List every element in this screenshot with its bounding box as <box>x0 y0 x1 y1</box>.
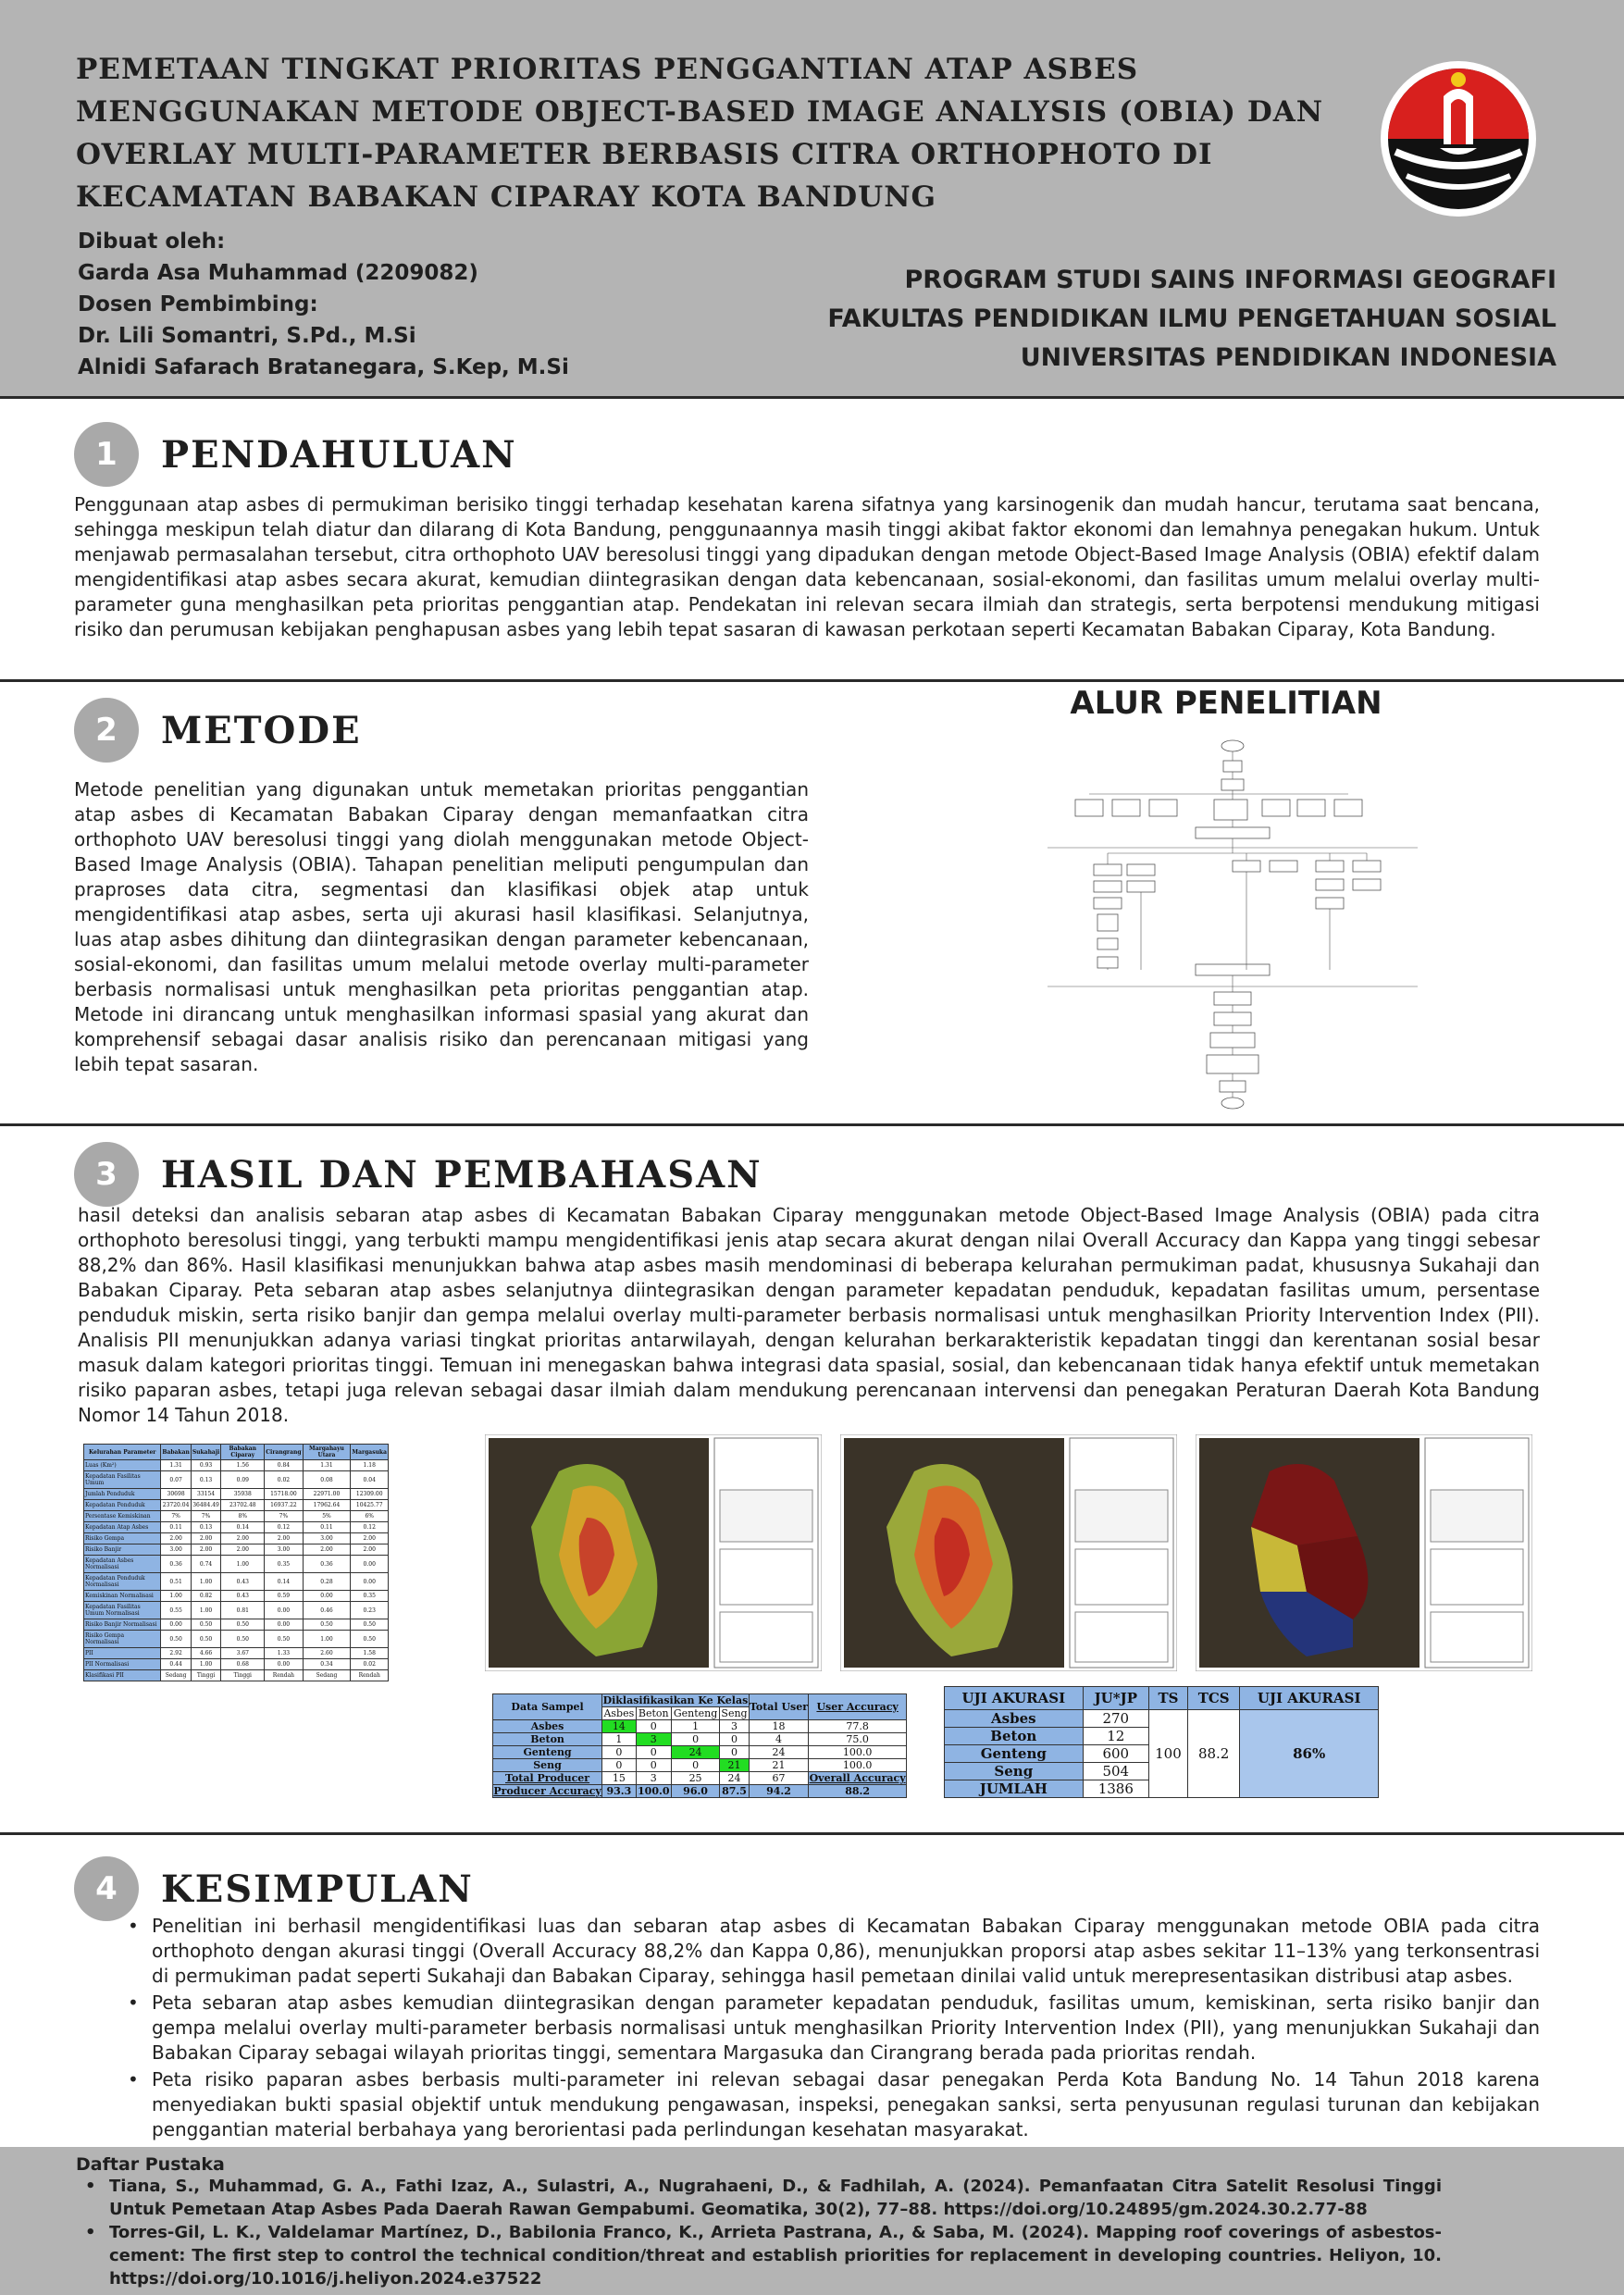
table-header-cell: Data Sampel <box>493 1694 602 1720</box>
table-cell: 0.35 <box>351 1591 389 1602</box>
table-cell: 93.3 <box>602 1785 637 1798</box>
table-row <box>84 1533 389 1544</box>
table-cell: 0.36 <box>161 1556 191 1573</box>
parameter-table <box>83 1444 389 1681</box>
table-cell: 0.13 <box>191 1471 220 1489</box>
poster-title: PEMETAAN TINGKAT PRIORITAS PENGGANTIAN ATAP ASBES MENGGUNAKAN METODE OBJECT-BASED IMAGE ANALYSIS (OBIA) DAN OVERLAY MULTI-PARAMETER BERBASIS CITRA ORTHOPHOTO DI KECAMATAN BABAKAN CIPARAY KOTA BANDUNG <box>76 53 1324 214</box>
table-cell: 25 <box>671 1772 719 1785</box>
table-cell: 0.00 <box>265 1602 303 1619</box>
table-cell: 1.00 <box>303 1631 351 1648</box>
roof-classification-map <box>840 1434 1177 1671</box>
table-header-cell: Kelurahan Parameter <box>84 1445 161 1460</box>
table-header-cell: UJI AKURASI <box>1240 1687 1379 1710</box>
table-cell: 0.51 <box>161 1573 191 1591</box>
section-number-badge: 4 <box>74 1856 139 1921</box>
table-row <box>493 1746 907 1759</box>
institution-line: FAKULTAS PENDIDIKAN ILMU PENGETAHUAN SOSIAL <box>827 304 1556 333</box>
table-cell: 21 <box>720 1759 750 1772</box>
table-cell: 0.00 <box>351 1573 389 1591</box>
bullet-icon: • <box>128 1915 139 1937</box>
table-cell: Kepadatan Penduduk Normalisasi <box>84 1573 161 1591</box>
institution-block <box>827 261 1556 378</box>
table-cell: 0.12 <box>265 1522 303 1533</box>
table-cell: 4 <box>749 1733 808 1746</box>
table-cell: 0.50 <box>265 1631 303 1648</box>
table-cell: 7% <box>191 1511 220 1522</box>
table-cell: 1.33 <box>265 1648 303 1659</box>
table-cell: 1 <box>671 1720 719 1733</box>
table-cell: 0.11 <box>303 1522 351 1533</box>
table-header-cell: Seng <box>721 1707 748 1719</box>
table-cell: Rendah <box>351 1670 389 1681</box>
table-cell: 1.00 <box>191 1602 220 1619</box>
conclusion-list <box>128 1914 1540 2144</box>
table-cell: 15 <box>602 1772 637 1785</box>
table-cell: Persentase Kemiskinan <box>84 1511 161 1522</box>
table-header-cell: Genteng <box>671 1707 719 1720</box>
table-cell: 0.08 <box>303 1471 351 1489</box>
author-line: Alnidi Safarach Bratanegara, S.Kep, M.Si <box>78 355 569 379</box>
table-cell: 24 <box>749 1746 808 1759</box>
table-row <box>493 1694 907 1707</box>
table-cell: 0.28 <box>303 1573 351 1591</box>
table-cell: 270 <box>1083 1710 1148 1728</box>
table-header-cell: Cirangrang <box>265 1445 303 1460</box>
table-cell: 0.81 <box>221 1602 265 1619</box>
table-cell: 15718.00 <box>265 1489 303 1500</box>
table-cell: 0.14 <box>265 1573 303 1591</box>
priority-replacement-map <box>1196 1434 1532 1671</box>
table-cell: 0 <box>720 1746 750 1759</box>
table-row <box>493 1720 907 1733</box>
institution-line: UNIVERSITAS PENDIDIKAN INDONESIA <box>1020 343 1556 372</box>
table-header-cell: Babakan Ciparay <box>221 1445 265 1460</box>
table-header-cell: UJI AKURASI <box>945 1687 1084 1710</box>
table-row <box>945 1687 1379 1710</box>
institution-line: PROGRAM STUDI SAINS INFORMASI GEOGRAFI <box>904 266 1556 294</box>
table-cell: 0.93 <box>191 1460 220 1471</box>
table-cell: 23702.48 <box>221 1500 265 1511</box>
table-cell: 5% <box>303 1511 351 1522</box>
table-cell: 3.00 <box>161 1544 191 1556</box>
table-row <box>84 1511 389 1522</box>
table-cell: 0.50 <box>351 1631 389 1648</box>
table-cell: 0 <box>671 1733 719 1746</box>
table-cell: Kepadatan Penduduk <box>84 1500 161 1511</box>
table-row <box>493 1759 907 1772</box>
table-cell: 0.43 <box>221 1573 265 1591</box>
table-cell: 0.50 <box>351 1619 389 1631</box>
table-cell: 3 <box>720 1720 750 1733</box>
table-cell: 0.35 <box>265 1556 303 1573</box>
table-cell: 0.07 <box>161 1471 191 1489</box>
table-cell: 36484.49 <box>191 1500 220 1511</box>
table-cell: 0.68 <box>221 1659 265 1670</box>
table-cell: 0.00 <box>303 1591 351 1602</box>
table-cell: Jumlah Penduduk <box>84 1489 161 1500</box>
table-header-cell: Margasuka <box>351 1445 389 1460</box>
table-row <box>493 1733 907 1746</box>
table-cell: 18 <box>749 1720 808 1733</box>
table-row <box>84 1556 389 1573</box>
kappa-accuracy-table <box>944 1686 1379 1798</box>
table-cell: 7% <box>265 1511 303 1522</box>
section-number-badge: 3 <box>74 1142 139 1207</box>
table-cell: Overall Accuracy <box>809 1772 906 1784</box>
table-cell: 86% <box>1240 1710 1379 1798</box>
table-cell: 0.04 <box>351 1471 389 1489</box>
table-cell: 600 <box>1083 1745 1148 1763</box>
table-row <box>945 1710 1379 1728</box>
table-cell: 1.00 <box>161 1591 191 1602</box>
table-cell: 21 <box>749 1759 808 1772</box>
table-cell: 88.2 <box>1187 1710 1239 1798</box>
table-header-cell: User Accuracy <box>809 1694 907 1720</box>
table-cell: 0 <box>602 1746 637 1759</box>
table-cell: 1 <box>602 1733 637 1746</box>
table-cell: 100.0 <box>809 1759 907 1772</box>
table-cell: 8% <box>221 1511 265 1522</box>
author-line: Dosen Pembimbing: <box>78 292 318 316</box>
table-row <box>84 1471 389 1489</box>
table-header-cell: TCS <box>1187 1687 1239 1710</box>
table-header-cell: JU*JP <box>1083 1687 1148 1710</box>
table-row <box>84 1489 389 1500</box>
table-cell: Kepadatan Fasilitas Umum Normalisasi <box>84 1602 161 1619</box>
section-divider <box>0 679 1624 682</box>
section-divider <box>0 1123 1624 1126</box>
table-cell: PII Normalisasi <box>84 1659 161 1670</box>
table-cell: 0.00 <box>265 1659 303 1670</box>
table-cell: Risiko Banjir <box>84 1544 161 1556</box>
table-cell: 1.00 <box>191 1573 220 1591</box>
table-cell: 30698 <box>161 1489 191 1500</box>
table-cell: 1.31 <box>303 1460 351 1471</box>
table-cell: 2.00 <box>191 1544 220 1556</box>
table-cell: 24 <box>671 1746 719 1759</box>
table-cell: 0 <box>636 1759 671 1772</box>
table-cell: 1.31 <box>161 1460 191 1471</box>
table-cell: 1386 <box>1083 1780 1148 1798</box>
table-cell: Klasifikasi PII <box>84 1670 161 1681</box>
table-row <box>493 1772 907 1785</box>
table-cell: 16937.22 <box>265 1500 303 1511</box>
table-cell: 2.60 <box>303 1648 351 1659</box>
section-title: KESIMPULAN <box>161 1867 474 1911</box>
table-cell: 3 <box>636 1733 671 1746</box>
table-cell: 1.56 <box>221 1460 265 1471</box>
table-cell: 22971.00 <box>303 1489 351 1500</box>
table-cell: Seng <box>945 1763 1084 1780</box>
table-cell: 0.50 <box>191 1631 220 1648</box>
table-cell: Genteng <box>945 1745 1084 1763</box>
results-paragraph: hasil deteksi dan analisis sebaran atap asbes di Kecamatan Babakan Ciparay menggunakan metode Object-Based Image Analysis (OBIA) pada citra orthophoto beresolusi tinggi, yang terbukti mampu mengidentifikasi jenis atap secara akurat dengan nilai Overall Accuracy dan Kappa yang tinggi sebesar 88,2% dan 86%. Hasil klasifikasi menunjukkan bahwa atap asbes masih mendominasi di beberapa kelurahan permukiman padat, khususnya Sukahaji dan Babakan Ciparay. Peta sebaran atap asbes selanjutnya diintegrasikan dengan parameter kepadatan penduduk, kepadatan fasilitas umum, persentase penduduk miskin, serta risiko banjir dan gempa melalui overlay multi-parameter berbasis normalisasi untuk menghasilkan Priority Intervention Index (PII). Analisis PII menunjukkan adanya variasi tingkat prioritas antarwilayah, dengan kelurahan berkarakteristik kepadatan tinggi dan kerentanan sosial besar masuk dalam kategori prioritas tinggi. Temuan ini menegaskan bahwa integrasi data spasial, sosial, dan kebencanaan tidak hanya efektif untuk memetakan risiko paparan asbes, tetapi juga relevan sebagai dasar ilmiah dalam mendukung perencanaan intervensi dan penegakan Peraturan Daerah Kota Bandung Nomor 14 Tahun 2018. <box>78 1204 1540 1426</box>
table-cell: 0.82 <box>191 1591 220 1602</box>
table-cell: 100 <box>1148 1710 1187 1798</box>
table-cell: 2.00 <box>221 1544 265 1556</box>
conclusion-item: • Penelitian ini berhasil mengidentifikasi luas dan sebaran atap asbes di Kecamatan Babakan Ciparay menggunakan metode OBIA pada citra orthophoto dengan akurasi tinggi (Overall Accuracy 88,2% dan Kappa 0,86), menunjukkan proporsi atap asbes sekitar 11–13% yang terkonsentrasi di permukiman padat seperti Sukahaji dan Babakan Ciparay, sehingga hasil pemetaan dinilai valid untuk merepresentasikan distribusi atap asbes. <box>128 1915 1540 1987</box>
confusion-matrix-table <box>492 1693 907 1798</box>
table-cell: Beton <box>493 1733 602 1746</box>
table-cell: Producer Accuracy <box>493 1785 601 1797</box>
table-cell: 0.14 <box>221 1522 265 1533</box>
table-cell: 2.00 <box>191 1533 220 1544</box>
reference-item: • Torres-Gil, L. K., Valdelamar Martínez, D., Babilonia Franco, K., Arrieta Pastrana, A., & Saba, M. (2024). Mapping roof coverings of asbestos-cement: The first step to control the technical condition/threat and establish priorities for replacement in developing countries. Heliyon, 10. https://doi.org/10.1016/j.heliyon.2024.e37522 <box>85 2223 1442 2289</box>
flowchart-title: ALUR PENELITIAN <box>1070 685 1382 722</box>
table-cell: 0.12 <box>351 1522 389 1533</box>
table-cell: 77.8 <box>809 1720 907 1733</box>
university-logo-icon <box>1379 59 1538 218</box>
table-header-cell: Babakan <box>161 1445 191 1460</box>
table-cell: 0.02 <box>265 1471 303 1489</box>
table-cell: Tinggi <box>191 1670 220 1681</box>
section-number-badge: 2 <box>74 698 139 763</box>
method-paragraph: Metode penelitian yang digunakan untuk memetakan prioritas penggantian atap asbes di Kecamatan Babakan Ciparay dengan memanfaatkan citra orthophoto UAV beresolusi tinggi yang diolah menggunakan metode Object-Based Image Analysis (OBIA). Tahapan penelitian meliputi pengumpulan dan praproses data citra, segmentasi dan klasifikasi objek atap untuk mengidentifikasi atap asbes, serta uji akurasi hasil klasifikasi. Selanjutnya, luas atap asbes dihitung dan diintegrasikan dengan parameter kebencanaan, sosial-ekonomi, dan fasilitas umum melalui metode overlay multi-parameter berbasis normalisasi untuk menghasilkan peta prioritas penggantian atap. Metode ini dirancang untuk menghasilkan informasi spasial yang akurat dan komprehensif sebagai dasar analisis risiko dan perencanaan mitigasi yang lebih tepat sasaran. <box>74 778 809 1075</box>
table-cell: 4.66 <box>191 1648 220 1659</box>
table-cell: 0.02 <box>351 1659 389 1670</box>
table-cell: 0.55 <box>161 1602 191 1619</box>
table-row <box>84 1573 389 1591</box>
table-cell: 0.46 <box>303 1602 351 1619</box>
table-cell: 0.84 <box>265 1460 303 1471</box>
table-row <box>84 1591 389 1602</box>
section-title: HASIL DAN PEMBAHASAN <box>161 1153 762 1197</box>
section-divider <box>0 396 1624 399</box>
table-cell: Risiko Gempa Normalisasi <box>84 1631 161 1648</box>
table-cell: 3 <box>636 1772 671 1785</box>
table-cell: Tinggi <box>221 1670 265 1681</box>
table-cell: Risiko Gempa <box>84 1533 161 1544</box>
table-cell: 0 <box>720 1733 750 1746</box>
table-cell: 24 <box>720 1772 750 1785</box>
table-cell: 2.00 <box>161 1533 191 1544</box>
table-cell: Beton <box>945 1728 1084 1745</box>
section-number-badge: 1 <box>74 422 139 487</box>
table-header-cell: Sukahaji <box>191 1445 220 1460</box>
table-cell: 100.0 <box>638 1785 670 1797</box>
table-cell: 35938 <box>221 1489 265 1500</box>
intro-paragraph: Penggunaan atap asbes di permukiman berisiko tinggi terhadap kesehatan karena sifatnya yang karsinogenik dan mudah hancur, terutama saat bencana, sehingga meskipun telah diatur dan dilarang di Kota Bandung, penggunaannya masih tinggi akibat faktor ekonomi dan lemahnya penegakan hukum. Untuk menjawab permasalahan tersebut, citra orthophoto UAV beresolusi tinggi yang dipadukan dengan metode Object-Based Image Analysis (OBIA) efektif dalam mengidentifikasi atap asbes secara akurat, kemudian diintegrasikan dengan data kebencanaan, sosial-ekonomi, dan fasilitas umum melalui overlay multi-parameter guna menghasilkan peta prioritas penggantian atap. Pendekatan ini relevan secara ilmiah dan strategis, serta berpotensi mendukung mitigasi risiko dan perumusan kebijakan penghapusan asbes yang lebih tepat sasaran di kawasan perkotaan seperti Kecamatan Babakan Ciparay, Kota Bandung. <box>74 493 1540 640</box>
table-cell: Genteng <box>493 1746 602 1759</box>
table-cell: 0 <box>636 1746 671 1759</box>
table-cell: Sedang <box>303 1670 351 1681</box>
table-cell: 0.23 <box>351 1602 389 1619</box>
table-row <box>84 1670 389 1681</box>
table-cell: Risiko Banjir Normalisasi <box>84 1619 161 1631</box>
table-cell: 0.59 <box>265 1591 303 1602</box>
table-cell: Asbes <box>945 1710 1084 1728</box>
table-cell: 0 <box>636 1720 671 1733</box>
table-cell: 100.0 <box>809 1746 907 1759</box>
table-cell: 17962.64 <box>303 1500 351 1511</box>
table-cell: 0.00 <box>351 1556 389 1573</box>
table-cell: 10425.77 <box>351 1500 389 1511</box>
table-cell: 7% <box>161 1511 191 1522</box>
table-cell: 0 <box>671 1759 719 1772</box>
table-cell: Sedang <box>161 1670 191 1681</box>
bullet-icon: • <box>128 1991 139 2014</box>
table-cell: 75.0 <box>809 1733 907 1746</box>
table-cell: Rendah <box>265 1670 303 1681</box>
table-header-cell: Diklasifikasikan Ke Kelas <box>602 1694 749 1706</box>
table-header-cell: Total User <box>749 1694 808 1720</box>
table-row <box>84 1619 389 1631</box>
table-cell: 504 <box>1083 1763 1148 1780</box>
table-cell: 0.50 <box>191 1619 220 1631</box>
table-cell: 67 <box>749 1772 808 1785</box>
table-row <box>84 1648 389 1659</box>
table-cell: 3.00 <box>303 1533 351 1544</box>
table-cell: 2.00 <box>351 1533 389 1544</box>
author-line: Dibuat oleh: <box>78 230 226 254</box>
table-cell: Kepadatan Fasilitas Umum <box>84 1471 161 1489</box>
reference-list <box>85 2175 1442 2290</box>
table-cell: 0.13 <box>191 1522 220 1533</box>
table-cell: 23720.04 <box>161 1500 191 1511</box>
table-cell: JUMLAH <box>945 1780 1084 1798</box>
table-cell: 0.43 <box>221 1591 265 1602</box>
table-cell: 2.00 <box>221 1533 265 1544</box>
section-title: METODE <box>161 709 362 752</box>
table-cell: 3.00 <box>265 1544 303 1556</box>
table-cell: 33154 <box>191 1489 220 1500</box>
table-cell: 94.2 <box>749 1785 808 1798</box>
table-cell: 2.00 <box>303 1544 351 1556</box>
bullet-icon: • <box>85 2177 96 2196</box>
table-header-cell: TS <box>1148 1687 1187 1710</box>
table-cell: Asbes <box>493 1720 602 1733</box>
table-cell: 0.44 <box>161 1659 191 1670</box>
table-cell: 2.00 <box>351 1544 389 1556</box>
table-cell: Kepadatan Asbes Normalisasi <box>84 1556 161 1573</box>
bullet-icon: • <box>85 2223 96 2242</box>
table-cell: 0.50 <box>221 1631 265 1648</box>
table-cell: 0.74 <box>191 1556 220 1573</box>
research-flowchart <box>1048 731 1418 1116</box>
asbes-distribution-map <box>485 1434 822 1671</box>
table-row <box>84 1522 389 1533</box>
table-header-cell: Beton <box>636 1707 671 1720</box>
table-cell: Kepadatan Atap Asbes <box>84 1522 161 1533</box>
table-cell: 1.00 <box>221 1556 265 1573</box>
bullet-icon: • <box>128 2068 139 2090</box>
table-row <box>84 1500 389 1511</box>
table-cell: Kemiskinan Normalisasi <box>84 1591 161 1602</box>
references-title: Daftar Pustaka <box>76 2154 225 2175</box>
author-block <box>78 226 569 383</box>
table-cell: 0.11 <box>161 1522 191 1533</box>
table-cell: PII <box>84 1648 161 1659</box>
conclusion-item: • Peta sebaran atap asbes kemudian diintegrasikan dengan parameter kepadatan penduduk, fasilitas umum, kemiskinan, serta risiko banjir dan gempa melalui overlay multi-parameter berbasis normalisasi untuk menghasilkan Priority Intervention Index (PII), yang menunjukkan Sukahaji dan Babakan Ciparay sebagai wilayah prioritas tinggi, sementara Margasuka dan Cirangrang berada pada prioritas rendah. <box>128 1991 1540 2064</box>
table-cell: 1.58 <box>351 1648 389 1659</box>
table-cell: 0.00 <box>161 1619 191 1631</box>
table-cell: 0.50 <box>161 1631 191 1648</box>
table-cell: 2.00 <box>265 1533 303 1544</box>
table-cell: 14 <box>602 1720 637 1733</box>
table-cell: 2.92 <box>161 1648 191 1659</box>
table-cell: 0.34 <box>303 1659 351 1670</box>
section-title: PENDAHULUAN <box>161 433 517 477</box>
table-cell: 6% <box>351 1511 389 1522</box>
table-cell: 1.18 <box>351 1460 389 1471</box>
table-row <box>84 1602 389 1619</box>
table-header-cell: Margahayu Utara <box>303 1445 351 1460</box>
table-cell: 96.0 <box>671 1785 719 1798</box>
table-cell: 88.2 <box>809 1785 907 1798</box>
section-divider <box>0 1832 1624 1835</box>
table-cell: 0 <box>602 1759 637 1772</box>
table-cell: 12309.00 <box>351 1489 389 1500</box>
table-cell: 0.00 <box>265 1619 303 1631</box>
author-line: Dr. Lili Somantri, S.Pd., M.Si <box>78 324 416 348</box>
table-cell: Luas (Km²) <box>84 1460 161 1471</box>
author-line: Garda Asa Muhammad (2209082) <box>78 261 478 285</box>
table-cell: 0.36 <box>303 1556 351 1573</box>
table-cell: 12 <box>1083 1728 1148 1745</box>
reference-item: • Tiana, S., Muhammad, G. A., Fathi Izaz, A., Sulastri, A., Nugrahaeni, D., & Fadhilah, A. (2024). Pemanfaatan Citra Satelit Resolusi Tinggi Untuk Pemetaan Atap Asbes Pada Daerah Rawan Gempabumi. Geomatika, 30(2), 77–88. https://doi.org/10.24895/gm.2024.30.2.77-88 <box>85 2177 1442 2219</box>
table-cell: 0.09 <box>221 1471 265 1489</box>
table-cell: Seng <box>493 1759 602 1772</box>
table-row <box>84 1460 389 1471</box>
table-row <box>84 1659 389 1670</box>
table-cell: 0.50 <box>303 1619 351 1631</box>
table-cell: 0.50 <box>221 1619 265 1631</box>
table-cell: Total Producer <box>493 1772 602 1785</box>
conclusion-item: • Peta risiko paparan asbes berbasis multi-parameter ini relevan sebagai dasar penegakan Perda Kota Bandung No. 14 Tahun 2018 karena menyediakan bukti spasial objektif untuk mendukung pengawasan, inspeksi, penegakan sanksi, serta penyusunan regulasi turunan dan kebijakan penggantian material berbahaya yang berorientasi pada perlindungan kesehatan masyarakat. <box>128 2068 1540 2140</box>
table-cell: 87.5 <box>720 1785 750 1798</box>
table-cell: 1.00 <box>191 1659 220 1670</box>
table-row <box>493 1785 907 1798</box>
table-row <box>84 1544 389 1556</box>
table-header-cell: Asbes <box>603 1707 635 1719</box>
table-row <box>84 1631 389 1648</box>
table-cell: 3.67 <box>221 1648 265 1659</box>
